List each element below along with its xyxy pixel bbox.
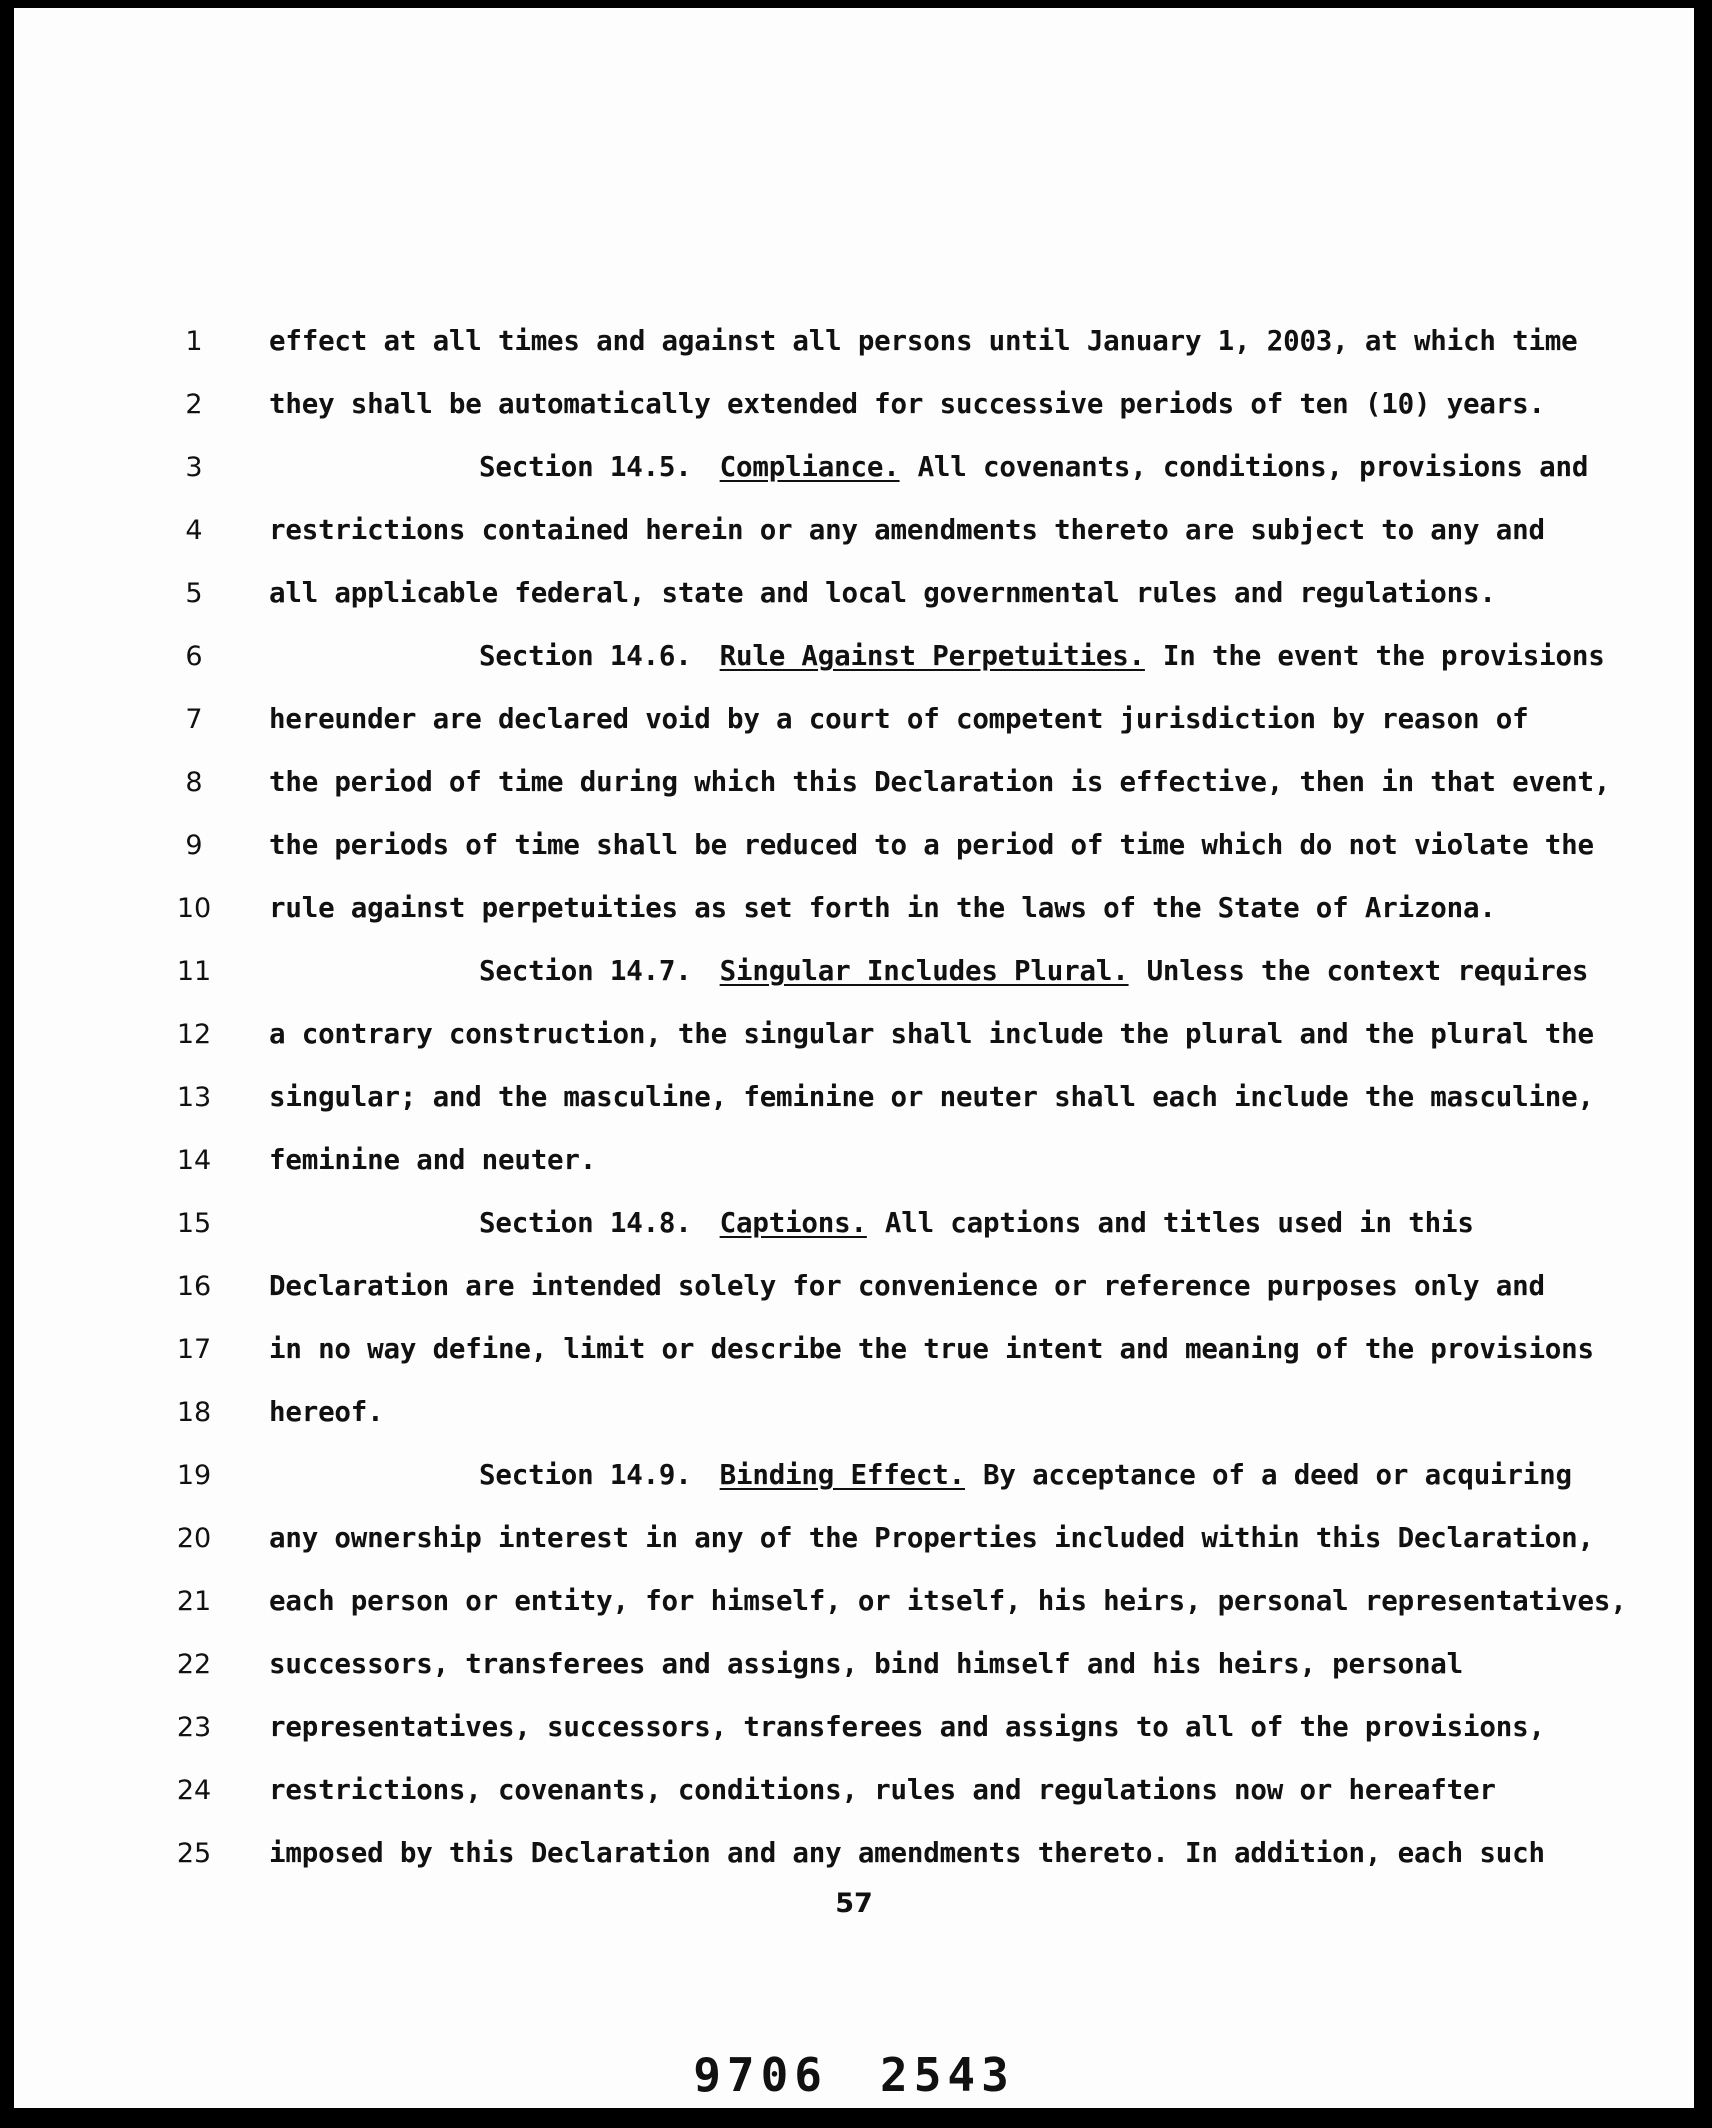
section-heading-line [269,1444,1572,1507]
section-text: In the event the provisions [1162,640,1605,672]
line-number: 7 [185,704,203,735]
text-line: representatives, successors, transferees and assigns to all of the provisions, [269,1711,1545,1743]
line-number: 18 [176,1397,212,1428]
recording-reference [14,2048,1694,2102]
text-line: restrictions contained herein or any amendments thereto are subject to any and [269,514,1545,546]
text-line: feminine and neuter. [269,1144,597,1176]
line-number: 9 [185,830,203,861]
text-line: the periods of time shall be reduced to a period of time which do not violate the [269,829,1594,861]
recording-docket: 9706 [693,2048,828,2102]
text-line: each person or entity, for himself, or itself, his heirs, personal representatives, [269,1585,1627,1617]
section-number: Section 14.5. [479,451,692,483]
section-title: Rule Against Perpetuities. [719,640,1145,672]
line-number: 5 [185,578,203,609]
line-number: 20 [176,1523,212,1554]
text-line: rule against perpetuities as set forth in the laws of the State of Arizona. [269,892,1496,924]
section-heading-line [269,940,1589,1003]
section-text: Unless the context requires [1146,955,1589,987]
line-number: 10 [176,893,212,924]
section-number: Section 14.9. [479,1459,692,1491]
text-line: the period of time during which this Declaration is effective, then in that event, [269,766,1611,798]
section-text: All captions and titles used in this [884,1207,1474,1239]
line-number: 1 [185,326,203,357]
text-line: hereof. [269,1396,384,1428]
text-line: singular; and the masculine, feminine or neuter shall each include the masculine, [269,1081,1594,1113]
section-text: All covenants, conditions, provisions and [917,451,1589,483]
line-number: 8 [185,767,203,798]
document-body [269,310,1627,1885]
text-line: successors, transferees and assigns, bind himself and his heirs, personal [269,1648,1464,1680]
section-title: Singular Includes Plural. [719,955,1129,987]
section-heading-line [269,436,1589,499]
section-number: Section 14.8. [479,1207,692,1239]
line-number: 17 [176,1334,212,1365]
line-number: 14 [176,1145,212,1176]
section-title: Compliance. [719,451,900,483]
line-number: 22 [176,1649,212,1680]
page-number: 57 [835,1888,873,1919]
line-number: 6 [185,641,203,672]
section-heading-line [269,625,1605,688]
text-line: a contrary construction, the singular shall include the plural and the plural the [269,1018,1594,1050]
text-line: effect at all times and against all persons until January 1, 2003, at which time [269,325,1578,357]
section-title: Captions. [719,1207,867,1239]
line-number: 2 [185,389,203,420]
text-line: restrictions, covenants, conditions, rules and regulations now or hereafter [269,1774,1496,1806]
line-number: 21 [176,1586,212,1617]
text-line: imposed by this Declaration and any amendments thereto. In addition, each such [269,1837,1545,1869]
line-number: 25 [176,1838,212,1869]
section-number: Section 14.6. [479,640,692,672]
line-number: 16 [176,1271,212,1302]
line-number: 3 [185,452,203,483]
text-line: in no way define, limit or describe the true intent and meaning of the provisions [269,1333,1594,1365]
section-heading-line [269,1192,1569,1255]
recording-page: 2543 [880,2048,1015,2102]
text-line: Declaration are intended solely for convenience or reference purposes only and [269,1270,1545,1302]
document-page [14,8,1694,2108]
line-number: 13 [176,1082,212,1113]
line-number: 11 [176,956,212,987]
line-number: 15 [176,1208,212,1239]
text-line: all applicable federal, state and local governmental rules and regulations. [269,577,1496,609]
line-number: 19 [176,1460,212,1491]
line-number: 23 [176,1712,212,1743]
text-line: any ownership interest in any of the Properties included within this Declaration, [269,1522,1594,1554]
line-number: 12 [176,1019,212,1050]
text-line: they shall be automatically extended for successive periods of ten (10) years. [269,388,1545,420]
text-line: hereunder are declared void by a court of competent jurisdiction by reason of [269,703,1529,735]
section-title: Binding Effect. [719,1459,965,1491]
line-number: 4 [185,515,203,546]
section-text: By acceptance of a deed or acquiring [983,1459,1572,1491]
line-number-column [169,310,219,1885]
line-number: 24 [176,1775,212,1806]
section-number: Section 14.7. [479,955,692,987]
